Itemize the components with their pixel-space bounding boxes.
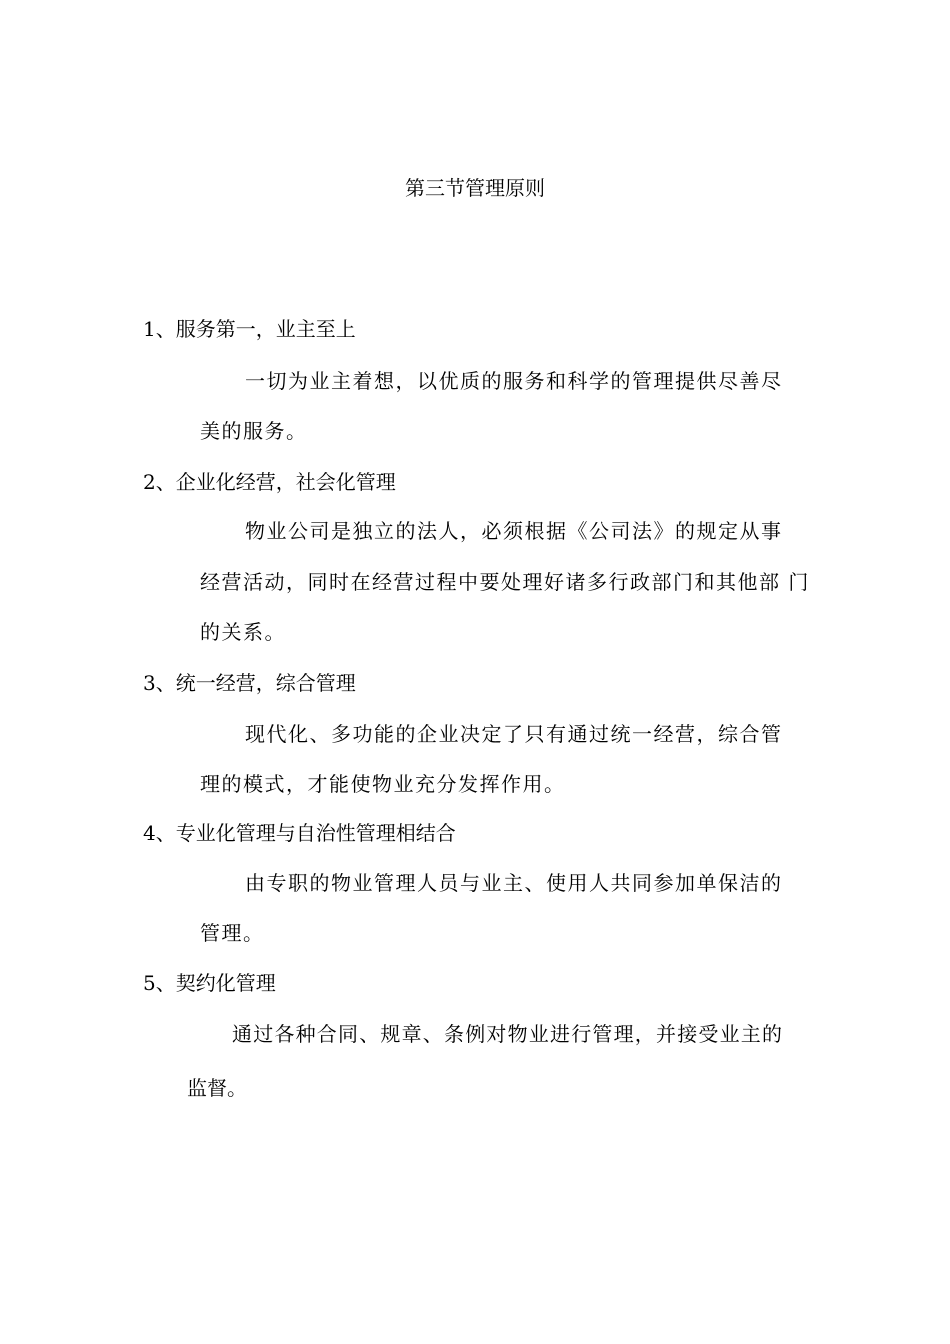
section-5-line-1: 通过各种合同、规章、条例对物业进行管理，并接受业主的	[232, 1022, 784, 1046]
section-4-line-1: 由专职的物业管理人员与业主、使用人共同参加单保洁的	[245, 871, 783, 895]
section-1-line-2: 美的服务。	[200, 419, 308, 443]
section-1-line-1: 一切为业主着想，以优质的服务和科学的管理提供尽善尽	[245, 369, 783, 393]
section-2-line-2: 经营活动，同时在经营过程中要处理好诸多行政部门和其他部 门	[200, 570, 810, 594]
section-3-line-1: 现代化、多功能的企业决定了只有通过统一经营，综合管	[245, 722, 783, 746]
page-title: 第三节管理原则	[405, 176, 545, 200]
section-heading-1: 1、服务第一，业主至上	[143, 317, 356, 341]
section-2-line-3: 的关系。	[200, 620, 286, 644]
section-5-line-2: 监督。	[187, 1076, 247, 1100]
section-heading-5: 5、契约化管理	[143, 971, 276, 995]
section-heading-4: 4、专业化管理与自治性管理相结合	[143, 821, 456, 845]
section-3-line-2: 理的模式，才能使物业充分发挥作用。	[200, 772, 566, 796]
section-4-line-2: 管理。	[200, 921, 265, 945]
section-heading-2: 2、企业化经营，社会化管理	[143, 470, 396, 494]
section-2-line-1: 物业公司是独立的法人，必须根据《公司法》的规定从事	[245, 519, 783, 543]
section-heading-3: 3、统一经营，综合管理	[143, 671, 356, 695]
